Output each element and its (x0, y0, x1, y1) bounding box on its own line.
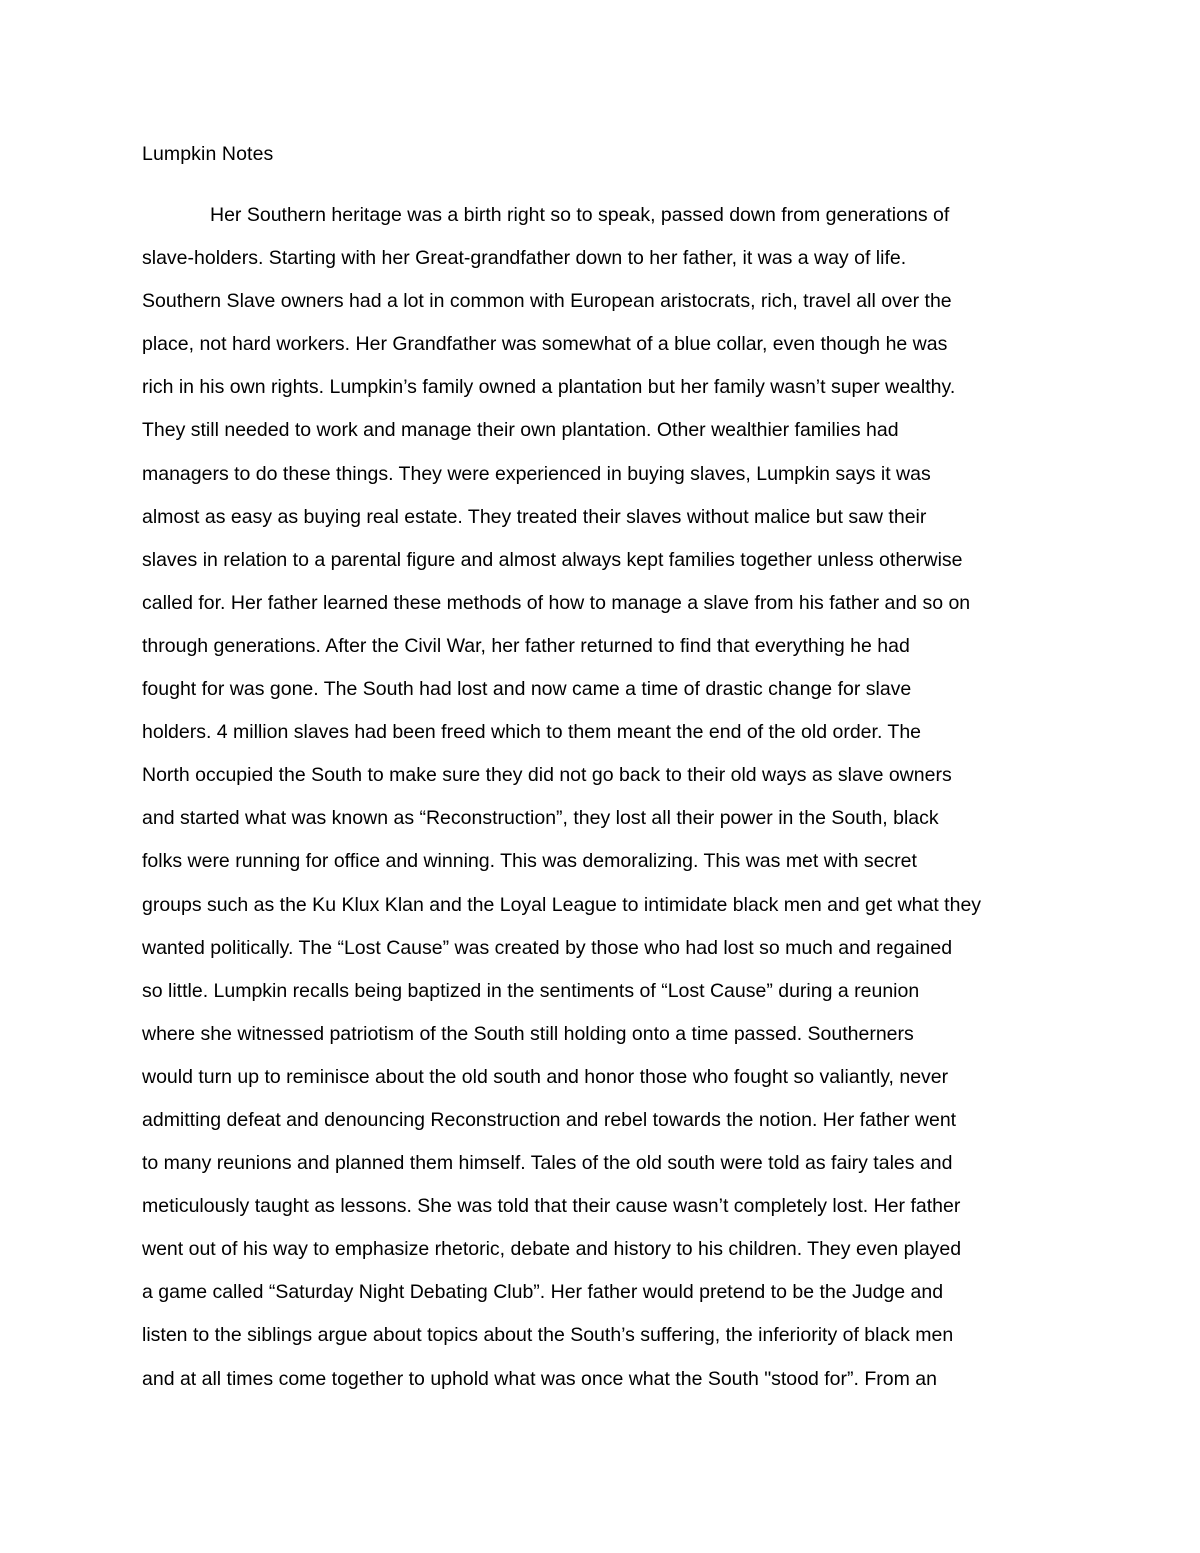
body-line: admitting defeat and denouncing Reconstruction and rebel towards the notion. Her father went (142, 1108, 957, 1131)
body-line: Her Southern heritage was a birth right so to speak, passed down from generations of (210, 204, 950, 226)
body-line: They still needed to work and manage their own plantation. Other wealthier families had (142, 419, 899, 442)
body-line: folks were running for office and winning. This was demoralizing. This was met with secret (142, 850, 917, 873)
body-line: Southern Slave owners had a lot in common with European aristocrats, rich, travel all over the (142, 290, 952, 313)
document-title: Lumpkin Notes (142, 143, 274, 165)
body-line: fought for was gone. The South had lost and now came a time of drastic change for slave (142, 678, 912, 701)
body-line: North occupied the South to make sure they did not go back to their old ways as slave owners (142, 764, 952, 787)
body-line: place, not hard workers. Her Grandfather was somewhat of a blue collar, even though he was (142, 333, 948, 356)
body-line: went out of his way to emphasize rhetoric, debate and history to his children. They even played (142, 1238, 962, 1261)
body-line: holders. 4 million slaves had been freed which to them meant the end of the old order. The (142, 721, 922, 744)
body-line: slave-holders. Starting with her Great-grandfather down to her father, it was a way of life. (142, 247, 907, 270)
body-line: so little. Lumpkin recalls being baptized in the sentiments of “Lost Cause” during a reunion (142, 979, 920, 1002)
body-line: would turn up to reminisce about the old south and honor those who fought so valiantly, never (142, 1065, 949, 1088)
body-line: managers to do these things. They were experienced in buying slaves, Lumpkin says it was (142, 462, 931, 485)
body-line: slaves in relation to a parental figure and almost always kept families together unless otherwise (142, 548, 963, 571)
document-body-paragraph (142, 197, 1067, 1404)
body-line: and started what was known as “Reconstruction”, they lost all their power in the South, black (142, 807, 939, 830)
body-line: rich in his own rights. Lumpkin’s family owned a plantation but her family wasn’t super wealthy. (142, 376, 956, 399)
body-line: almost as easy as buying real estate. They treated their slaves without malice but saw their (142, 505, 927, 528)
body-line: called for. Her father learned these methods of how to manage a slave from his father and so on (142, 591, 971, 614)
body-line: a game called “Saturday Night Debating Club”. Her father would pretend to be the Judge and (142, 1281, 944, 1304)
body-line: and at all times come together to uphold what was once what the South "stood for”. From an (142, 1367, 937, 1390)
body-line: listen to the siblings argue about topics about the South’s suffering, the inferiority of black men (142, 1324, 954, 1347)
body-line: meticulously taught as lessons. She was told that their cause wasn’t completely lost. Her father (142, 1195, 961, 1218)
body-line: where she witnessed patriotism of the South still holding onto a time passed. Southerners (142, 1022, 914, 1045)
body-line: wanted politically. The “Lost Cause” was created by those who had lost so much and regained (142, 936, 953, 959)
body-line: to many reunions and planned them himself. Tales of the old south were told as fairy tales and (142, 1152, 953, 1175)
body-line: through generations. After the Civil War, her father returned to find that everything he had (142, 634, 910, 657)
body-line: groups such as the Ku Klux Klan and the Loyal League to intimidate black men and get what they (142, 893, 982, 916)
